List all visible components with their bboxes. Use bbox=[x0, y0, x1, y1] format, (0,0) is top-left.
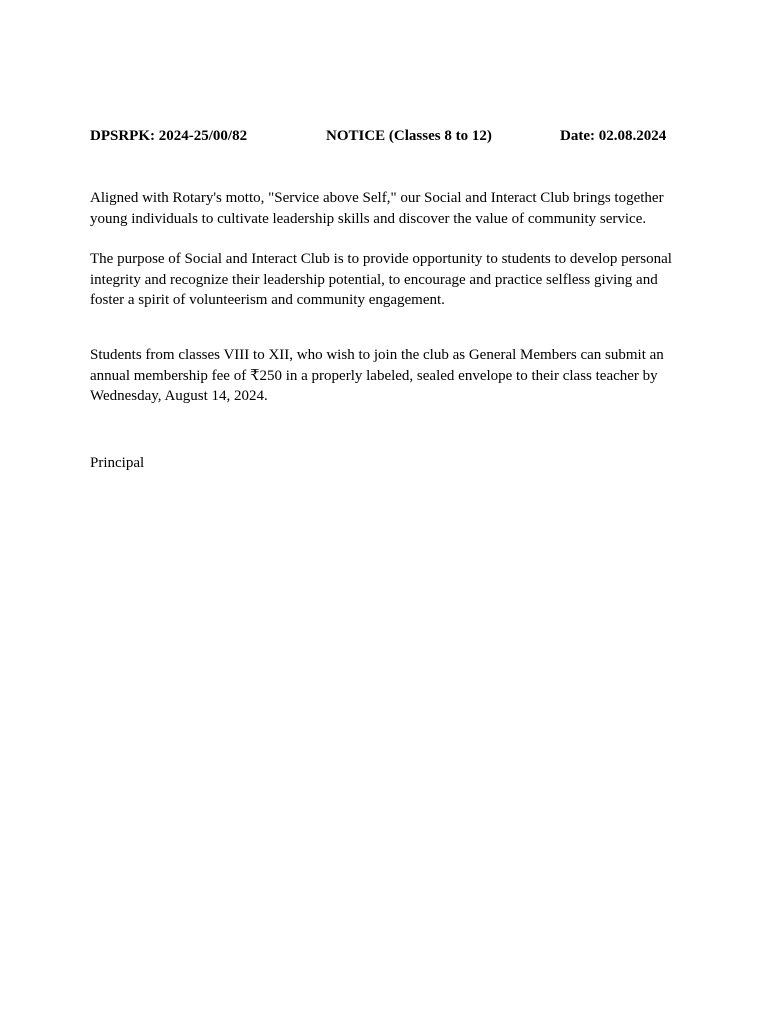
notice-reference-number: DPSRPK: 2024-25/00/82 bbox=[90, 128, 248, 144]
notice-date: Date: 02.08.2024 bbox=[560, 128, 667, 144]
membership-paragraph: Students from classes VIII to XII, who wish to join the club as General Members can submit an annual membership fee of ₹250 in a properly labeled, sealed envelope to their class teacher by Wednesday, August 14, 2024. bbox=[90, 347, 664, 404]
intro-paragraph: Aligned with Rotary's motto, "Service above Self," our Social and Interact Club brings together young individuals to cultivate leadership skills and discover the value of community service. bbox=[90, 190, 664, 227]
notice-title: NOTICE (Classes 8 to 12) bbox=[326, 128, 492, 144]
signature-principal: Principal bbox=[90, 455, 145, 471]
purpose-paragraph: The purpose of Social and Interact Club is to provide opportunity to students to develop personal integrity and recognize their leadership potential, to encourage and practice selfless giving and foster a spirit of volunteerism and community engagement. bbox=[90, 251, 672, 308]
notice-header bbox=[90, 126, 680, 148]
